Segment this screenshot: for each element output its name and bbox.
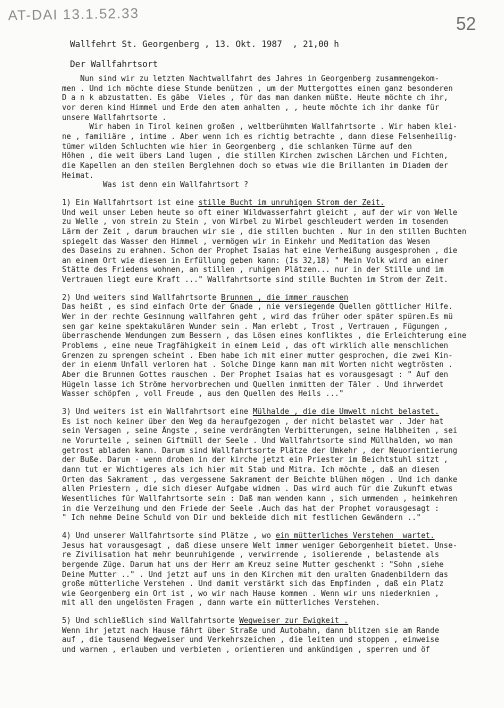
section-heading	[62, 531, 498, 541]
section-line: spiegelt das Wasser den Himmel , vermögen wir in Einkehr und Meditation das Wesen	[62, 236, 431, 246]
section-line: Das heißt , es sind einfach Orte der Gnade , nie versiegende Quellen göttlicher Hilfe.	[62, 302, 453, 312]
header-title: Wallfehrt St. Georgenberg	[70, 40, 200, 50]
section-line: getrost abladen kann. Darum sind Wallfahrtsorte Plätze der Umkehr , der Neuorientierung	[62, 445, 458, 455]
section-line: Wenn ihr jetzt nach Hause fährt über Straße und Autobahn, dann blitzen sie am Rande	[62, 625, 440, 635]
section-3	[62, 407, 498, 523]
intro-line: ne , familiäre , intime . Aber wenn ich es richtig betrachte , dann diese Felsenheilig-	[62, 131, 458, 141]
section-line: bergende Züge. Darum hat uns der Herr am Kreuz seine Mutter geschenkt : "Sohn ,siehe	[62, 559, 444, 569]
section-line: der Buße. Darum - wenn droben in der kirche jetzt ein Priester im Beichtstuhl sitzt ,	[62, 455, 449, 465]
section-line: Problems , eine neue Tragfähigkeit in einem Leid , das oft wirklich alle menschlichen	[62, 341, 449, 351]
intro-paragraph	[62, 74, 498, 190]
section-line: Vertrauen liegt eure Kraft ..." Wallfahrtsorte sind stille Buchten im Strom der Zeit.	[62, 275, 449, 285]
document-subtitle: Der Wallfahrtsort	[70, 60, 158, 70]
section-heading	[62, 407, 498, 417]
section-line: der in eienm Unfall verloren hat . Solche Dinge kann man mit Worten nicht wegtrösten .	[62, 360, 453, 370]
section-heading-prefix: 4) Und unserer Wallfahrtsorte sind Plätze , wo	[62, 530, 276, 540]
section-line: in die Verzeihung und den Friede der Seele .Auch das hat der Prophet vorausgesagt :	[62, 503, 440, 513]
section-line: Jesus hat vorausgesagt , daß diese unsere Welt immer weniger Geborgenheit bietet. Unse-	[62, 540, 458, 550]
section-heading-prefix: 3) Und weiters ist ein Wallfahrtsort eine	[62, 407, 253, 416]
section-line: " Ich nehme Deine Schuld von Dir und bekleide dich mit festlichen Gewändern .."	[62, 513, 421, 523]
section-line: Lärm der Zeit , darum brauchen wir sie , die stillen buchten . Nur in den stillen Buchten	[62, 226, 467, 236]
section-heading-prefix: 1) Ein Wallfahrtsort ist eine	[62, 197, 199, 207]
section-line: Es ist noch keiner über den Weg da heraufgezogen , der nicht belastet war . Jder hat	[62, 416, 444, 426]
section-line: Wer in der rechte Gesinnung wallfahren geht , wird das früher oder später spüren.Es mü	[62, 312, 453, 322]
section-line: re Zivilisation hat mehr beunruhigende , verwirrende , isolierende , belastende als	[62, 550, 440, 560]
section-heading-underlined: ein mütterliches Verstehen wartet.	[275, 530, 435, 540]
section-line: Stätte des Friedens wohnen, an stillen , ruhigen Plätzen... nur in der Stille und im	[62, 265, 444, 275]
header-time: 21,00 h	[302, 40, 340, 50]
section-line: ne Vorurteile , seinen Giftmüll der Seele . Und Wallfahrtsorte sind Müllhalden, wo man	[62, 435, 453, 445]
section-gap	[62, 285, 498, 293]
section-4	[62, 531, 498, 608]
intro-line: Nun sind wir zu letzten Nachtwallfahrt des Jahres in Georgenberg zusammengekom-	[62, 74, 440, 83]
section-line: große mütterliche Verstehen . Und damit verstärkt sich das Empfinden , daß ein Platz	[62, 579, 444, 589]
section-heading	[62, 616, 498, 626]
section-heading-underlined: Brunnen , die immer rauschen	[221, 292, 349, 302]
section-heading-prefix: 2) Und weiters sind Wallfahrtsorte	[62, 292, 222, 302]
section-1	[62, 198, 498, 285]
section-line: allen Priestern , die sich dieser Aufgabe widmen . Das wird auch für die Zukunft etwas	[62, 484, 453, 494]
section-line: Deine Mutter .." . Und jetzt auf uns in den Kirchen mit den uralten Gnadenbildern das	[62, 569, 449, 579]
section-line: Hügeln lasse ich Ströme hervorbrechen und Quellen inmitten der Täler . Und ihrwerdet	[62, 379, 444, 389]
section-line: Aber die Brunnen Gottes rauschen . Der Prophet Isaias hat es vorausgesagt : " Auf den	[62, 370, 449, 380]
section-line: Wasser schöpfen , voll Freude , aus den Quellen des Heils ..."	[62, 389, 344, 399]
intro-line: tümer wilden Schluchten wie hier in Georgenberg , die schlanken Türme auf den	[62, 141, 412, 151]
section-5	[62, 616, 498, 655]
section-heading-underlined: Mülhalde , die die Umwelt nicht belastet.	[252, 407, 440, 416]
section-line: wie Georgenberg ein Ort ist , wo wir nach Hause kommen . Wenn wir uns niederknien ,	[62, 588, 440, 598]
section-2	[62, 293, 498, 399]
section-gap	[62, 190, 498, 198]
section-line: Grenzen zu sprengen scheint . Eben habe ich mit einer mutter gesprochen, die zwei Kin-	[62, 350, 453, 360]
section-gap	[62, 523, 498, 531]
section-line: Und weil unser Leben heute so oft einer Wildwasserfahrt gleicht , auf der wir von Welle	[62, 207, 458, 217]
intro-line: Was ist denn ein Wallfahrtsort ?	[62, 180, 249, 190]
section-line: Orten das Sakrament , das vergessene Sakrament der Beichte blühen mögen . Und ich danke	[62, 474, 458, 484]
intro-line: Heimat.	[62, 170, 94, 180]
intro-line: Wir haben in Tirol keinen großen , weltberühmten Wallfahrtsorte . Wir haben klei-	[62, 122, 458, 132]
document-header	[70, 40, 339, 50]
intro-line: Höhen , die weit übers Land lugen , die stillen Kirchen zwischen Lärchen und Fichten,	[62, 151, 449, 161]
intro-line: vor deren kind Himmel und Erde den atem anhalten , , heute möchte ich ihr danke für	[62, 102, 440, 112]
document-body	[62, 74, 498, 655]
section-line: mit all den ungelösten Fragen , dann warte ein mütterliches Verstehen.	[62, 598, 381, 608]
section-line: überraschende Wendungen zum Bessern , das Lösen eines konfliktes , die Erleichterung eine	[62, 331, 467, 341]
section-heading	[62, 293, 498, 303]
section-line: sen gar keine spektakulären Wunder sein . Man erlebt , Trost , Vertrauen , Fügungen ,	[62, 321, 449, 331]
section-heading	[62, 198, 498, 208]
section-line: auf , die tausend Wegweiser und Verkehrszeichen , die leiten und stoppen , einweise	[62, 635, 440, 645]
section-heading-prefix: 5) Und schließlich sind Wallfahrtsorte	[62, 616, 240, 626]
intro-line: die Kapellen an den steilen Berglehnen doch so etwas wie die Brillanten im Diadem der	[62, 160, 449, 170]
archive-stamp: AT-DAI 13.1.52.33	[7, 4, 140, 24]
section-gap	[62, 399, 498, 407]
section-gap	[62, 608, 498, 616]
header-sep-2: ,	[282, 40, 303, 50]
intro-line: unsere Wallfahrtsorte .	[62, 112, 167, 122]
intro-line: men . Und ich möchte diese Stunde benützen , um der Muttergottes einen ganz besonderen	[62, 83, 453, 93]
section-line: an einem Ort wie diesen in Erfüllung geben kann: (Is 32,18) " Mein Volk wird an einer	[62, 255, 449, 265]
section-line: zu Welle , von strein zu Stein , von Wirbel zu Wirbel geschleudert werden im tosenden	[62, 217, 449, 227]
section-line: des Daseins zu erahnen. Schon der Prophet Isaias hat eine Verheißung ausgesprohen , die	[62, 246, 458, 256]
header-sep-1: ,	[199, 40, 215, 50]
section-line: und warnen , erlauben und verbieten , orientieren und ankündigen , sperren und öf	[62, 645, 431, 655]
section-line: Wesentliches für Wallfahrtsorte sein : Daß man wenden kann , sich ummenden , heimkehren	[62, 493, 458, 503]
section-line: sein Versagen , seine Ängste , seine verdrängten Verbitterungen, seine Halbheiten , sei	[62, 426, 458, 436]
intro-line: D a n k abzustatten. Es gäbe Vieles , für das man danken müßte. Heute möchte ch ihr,	[62, 93, 449, 103]
section-line: dann tut er Wichtigeres als ich hier mit Stab und Mitra. Ich möchte , daß an diesen	[62, 464, 440, 474]
section-heading-underlined: Wegweiser zur Ewigkeit .	[239, 616, 349, 626]
header-date: 13. Okt. 1987	[214, 40, 283, 50]
section-heading-underlined: stille Bucht im unruhigen Strom der Zeit.	[198, 197, 385, 207]
page-number: 52	[455, 14, 476, 34]
sections-container	[62, 190, 498, 655]
